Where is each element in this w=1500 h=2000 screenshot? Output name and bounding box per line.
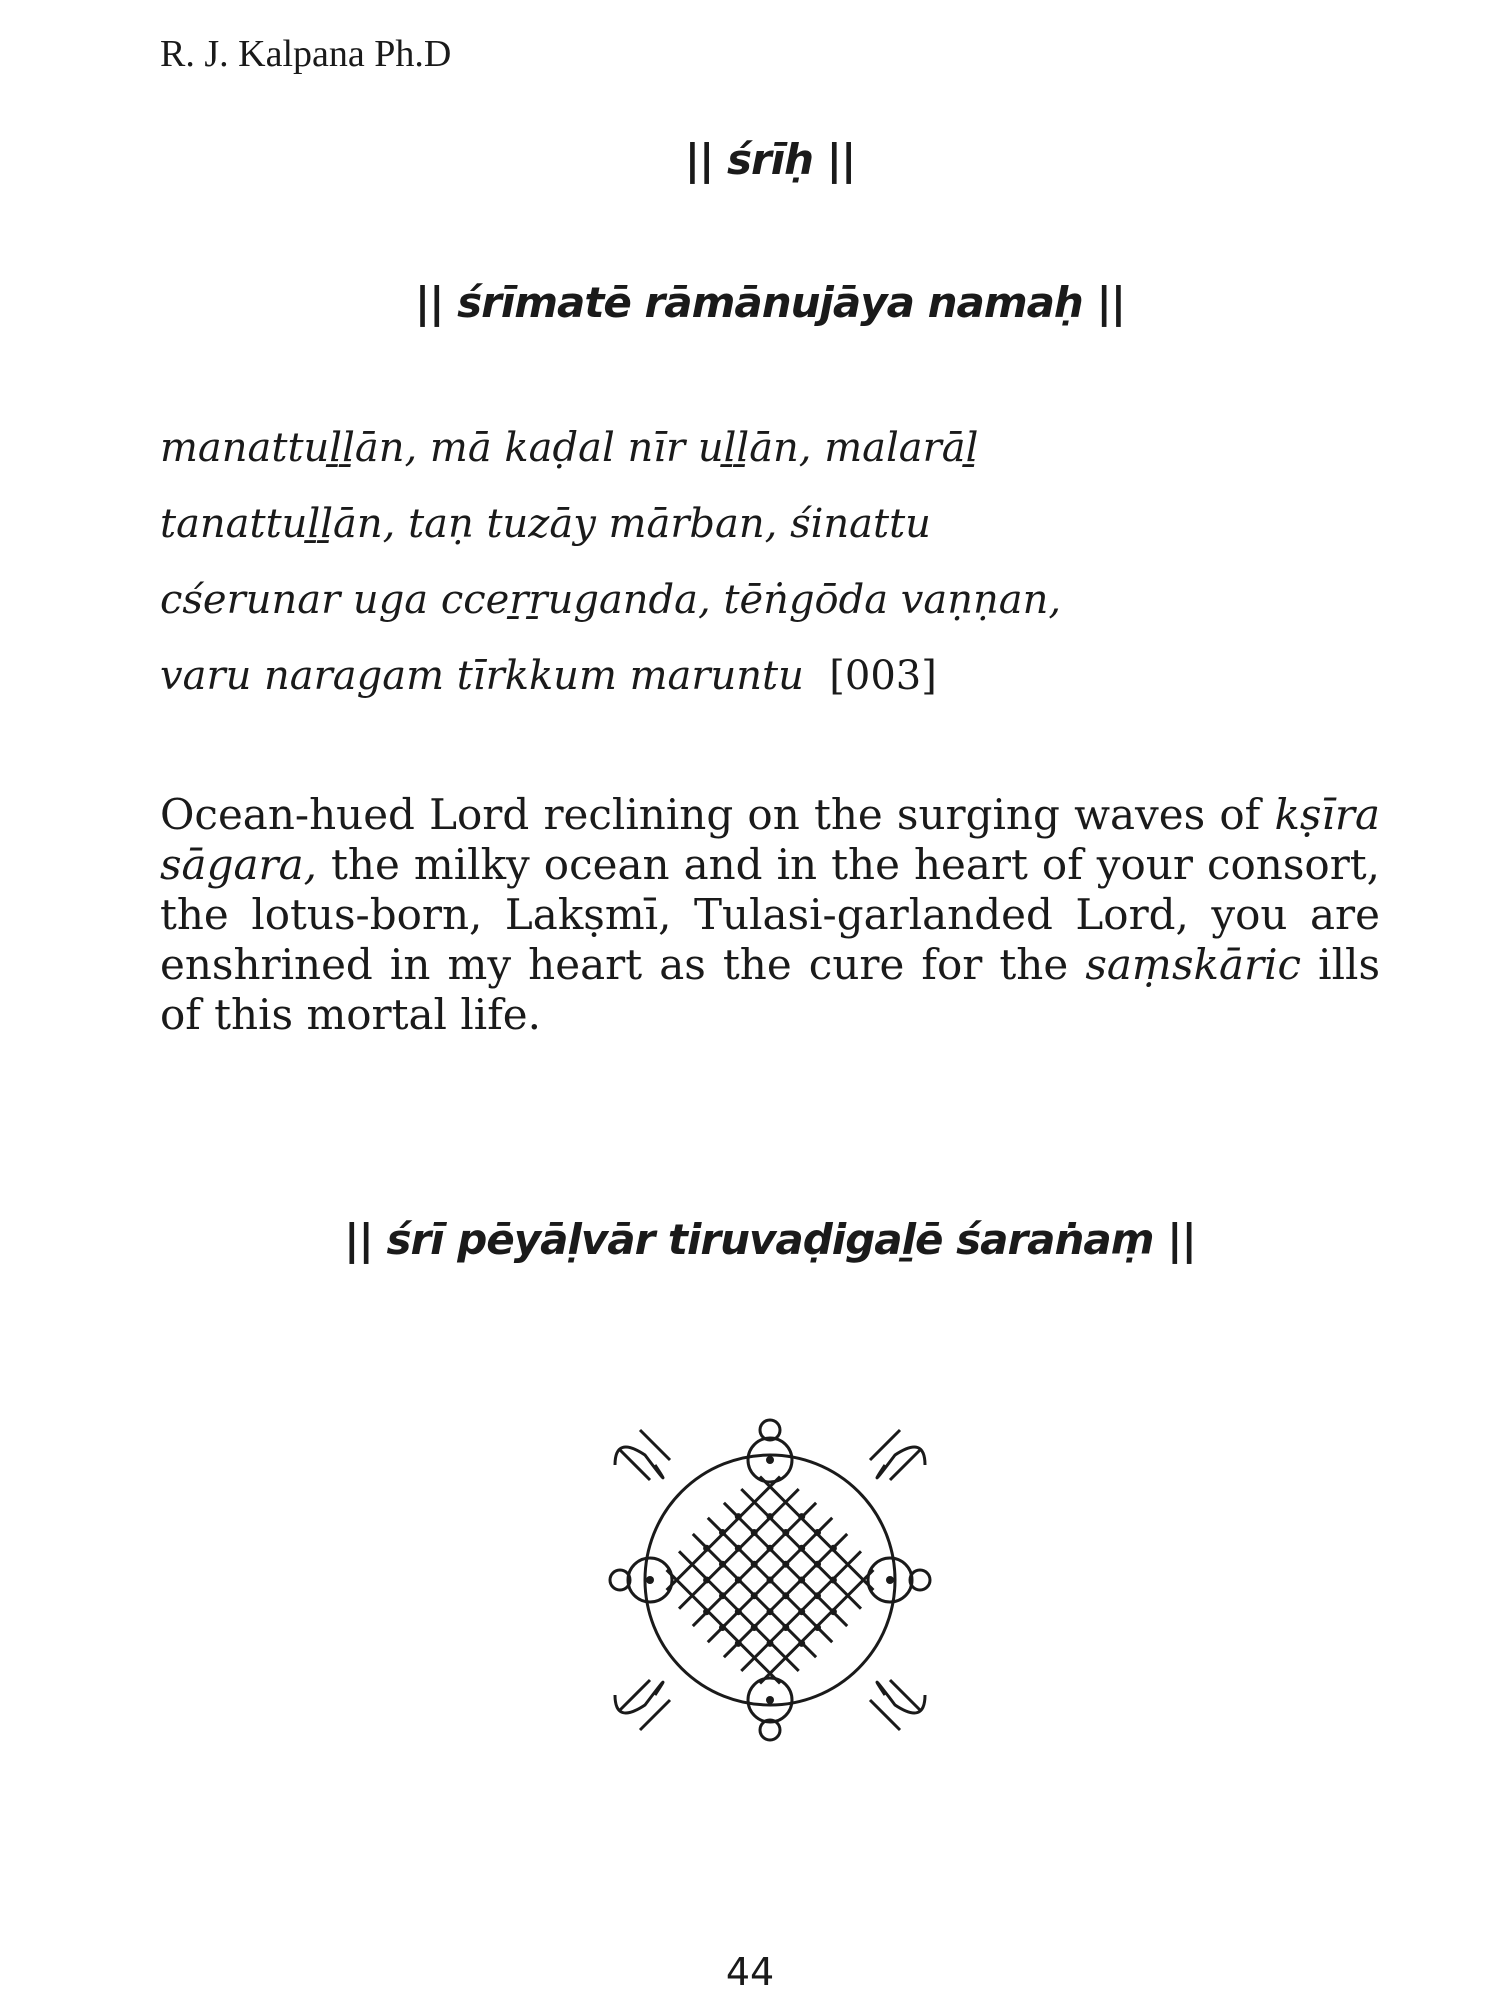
- kolam-stroke: [767, 1545, 774, 1552]
- kolam-stroke: [766, 1696, 774, 1704]
- verse-number: [003]: [829, 653, 937, 699]
- kolam-stroke: [735, 1577, 742, 1584]
- verse-line: cśerunar uga cceṟṟuganda, tēṅgōda vaṇṇan,: [160, 577, 1062, 623]
- kolam-stroke: [751, 1624, 758, 1631]
- kolam-stroke: [703, 1577, 710, 1584]
- kolam-stroke: [814, 1561, 821, 1568]
- kolam-stroke: [814, 1592, 821, 1599]
- kolam-stroke: [719, 1529, 726, 1536]
- translation-term: kṣīra sāgara,: [160, 790, 1380, 889]
- kolam-stroke: [767, 1608, 774, 1615]
- kolam-stroke: [830, 1577, 837, 1584]
- author-header: R. J. Kalpana Ph.D: [160, 33, 452, 75]
- kolam-stroke: [886, 1576, 894, 1584]
- kolam-stroke: [766, 1456, 774, 1464]
- translation-paragraph: [160, 790, 1380, 1040]
- verse-block: [160, 410, 1061, 714]
- kolam-stroke: [814, 1529, 821, 1536]
- kolam-stroke: [798, 1577, 805, 1584]
- kolam-stroke: [703, 1545, 710, 1552]
- kolam-stroke: [719, 1624, 726, 1631]
- kolam-stroke: [798, 1640, 805, 1647]
- verse-line: manattuḻḻān, mā kaḍal nīr uḻḻān, malarāḻ: [160, 425, 979, 471]
- kolam-stroke: [751, 1592, 758, 1599]
- invocation-ramanuja: || śrīmatē rāmānujāya namaḥ ||: [414, 278, 1126, 327]
- kolam-stroke: [735, 1608, 742, 1615]
- kolam-stroke: [735, 1545, 742, 1552]
- invocation-closing: || śrī pēyāḷvār tiruvaḍigaḻē śaraṅaṃ ||: [344, 1215, 1196, 1264]
- translation-term: saṃskāric: [1085, 940, 1302, 989]
- kolam-stroke: [798, 1545, 805, 1552]
- kolam-stroke: [735, 1513, 742, 1520]
- kolam-stroke: [767, 1513, 774, 1520]
- kolam-stroke: [782, 1592, 789, 1599]
- kolam-stroke: [767, 1640, 774, 1647]
- kolam-stroke: [782, 1561, 789, 1568]
- kolam-stroke: [735, 1640, 742, 1647]
- translation-text: ills of this mortal life.: [160, 940, 1380, 1039]
- kolam-stroke: [751, 1561, 758, 1568]
- verse-line: [160, 638, 1061, 714]
- kolam-stroke: [830, 1608, 837, 1615]
- kolam-ornament: [600, 1410, 940, 1750]
- kolam-stroke: [798, 1513, 805, 1520]
- kolam-stroke: [814, 1624, 821, 1631]
- kolam-stroke: [751, 1529, 758, 1536]
- kolam-stroke: [798, 1608, 805, 1615]
- kolam-stroke: [782, 1529, 789, 1536]
- kolam-stroke: [719, 1592, 726, 1599]
- verse-line: tanattuḻḻān, taṇ tuzāy mārban, śinattu: [160, 501, 931, 547]
- kolam-stroke: [719, 1561, 726, 1568]
- translation-text: the milky ocean and in the heart of your consort, the lotus-born, Lakṣmī, Tulasi-garlanded Lord, you are enshrined in my heart as the cure for the: [160, 840, 1380, 989]
- kolam-stroke: [782, 1624, 789, 1631]
- invocation-srih: || śrīḥ ||: [684, 135, 856, 184]
- kolam-stroke: [646, 1576, 654, 1584]
- kolam-stroke: [830, 1545, 837, 1552]
- translation-text: Ocean-hued Lord reclining on the surging waves of: [160, 790, 1275, 839]
- kolam-stroke: [703, 1608, 710, 1615]
- verse-line-text: varu naragam tīrkkum maruntu: [160, 653, 804, 699]
- kolam-stroke: [767, 1577, 774, 1584]
- page-number: 44: [725, 1950, 775, 1994]
